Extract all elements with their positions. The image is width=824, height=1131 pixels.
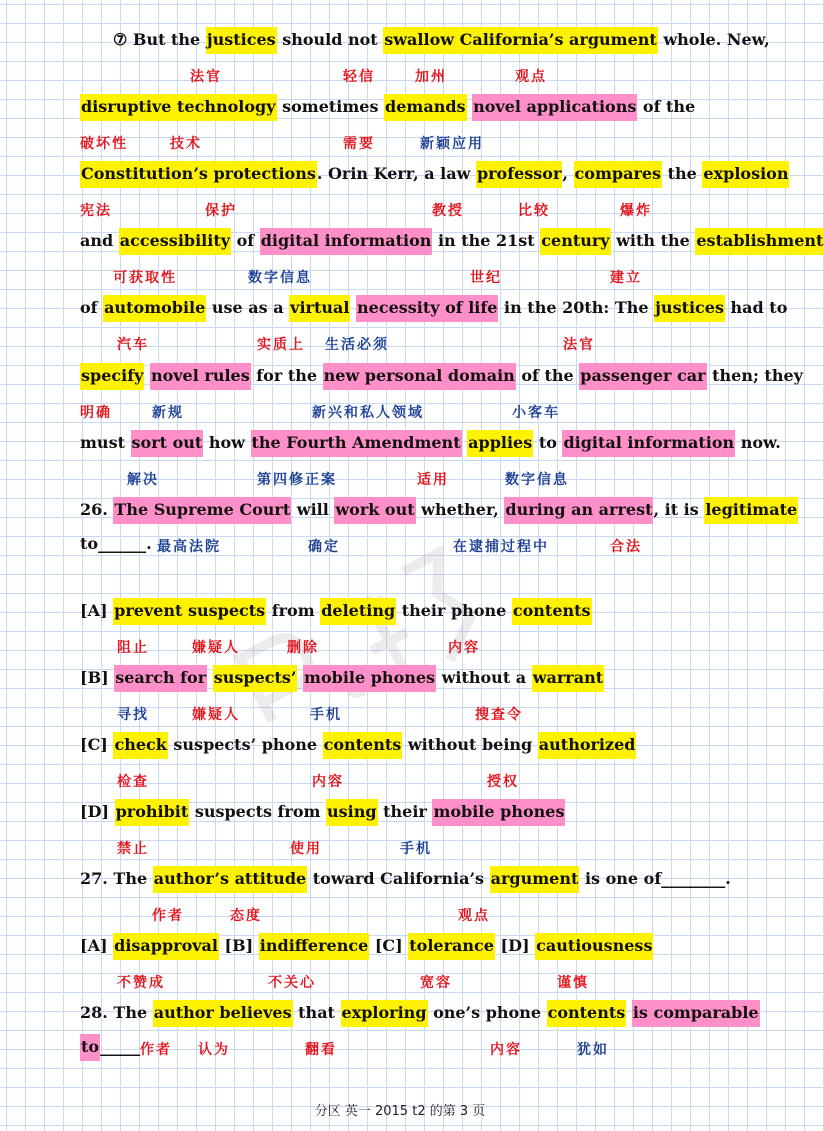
highlighted-phrase: contents — [323, 732, 403, 759]
text-run: that — [292, 1003, 341, 1022]
text-run: [B] — [80, 668, 115, 687]
highlighted-phrase: explosion — [702, 161, 789, 188]
highlighted-phrase: indifference — [259, 933, 369, 960]
annotation-note: 禁止 — [117, 841, 149, 857]
annotation-note: 作者 — [152, 908, 184, 924]
highlighted-phrase: tolerance — [408, 933, 495, 960]
annotation-note: 搜查令 — [475, 707, 523, 723]
text-run: of the — [637, 97, 696, 116]
text-run: [D] — [494, 936, 536, 955]
highlighted-phrase: mobile phones — [432, 799, 565, 826]
annotation-note: 作者 — [140, 1042, 172, 1058]
annotation-note: 破坏性 — [80, 136, 128, 152]
highlighted-phrase: Constitution’s protections — [80, 161, 317, 188]
highlighted-phrase: using — [326, 799, 378, 826]
annotation-note: 教授 — [432, 203, 464, 219]
text-run: whether, — [415, 500, 505, 519]
text-run: in the 21st — [432, 231, 541, 250]
highlighted-phrase: demands — [384, 94, 467, 121]
annotation-note: 实质上 — [257, 337, 305, 353]
annotation-note: 世纪 — [470, 270, 502, 286]
text-line — [80, 228, 824, 254]
highlighted-phrase: specify — [80, 363, 144, 390]
annotation-note: 明确 — [80, 405, 112, 421]
highlighted-phrase: disapproval — [113, 933, 219, 960]
highlighted-phrase: professor — [476, 161, 562, 188]
highlighted-phrase: warrant — [532, 665, 604, 692]
text-run: [C] — [369, 936, 409, 955]
text-run: [B] — [218, 936, 259, 955]
highlighted-phrase: prohibit — [115, 799, 190, 826]
annotation-note: 保护 — [205, 203, 237, 219]
text-line — [80, 933, 653, 959]
text-run: [D] — [80, 802, 115, 821]
highlighted-phrase: novel applications — [472, 94, 637, 121]
highlighted-phrase: work out — [334, 497, 415, 524]
text-run: [A] — [80, 601, 114, 620]
annotation-note: 法官 — [190, 69, 222, 85]
text-run: 26. — [80, 500, 114, 519]
text-line — [80, 161, 789, 187]
text-run: to______. — [80, 534, 152, 553]
highlighted-phrase: contents — [512, 598, 592, 625]
text-run: to — [533, 433, 563, 452]
highlighted-phrase: novel rules — [150, 363, 251, 390]
text-run: sometimes — [276, 97, 385, 116]
text-run: [A] — [80, 936, 114, 955]
highlighted-phrase: sort out — [131, 430, 204, 457]
text-run — [626, 1003, 632, 1022]
annotation-note: 内容 — [490, 1042, 522, 1058]
highlighted-phrase: cautiousness — [535, 933, 653, 960]
text-run: one’s phone — [427, 1003, 547, 1022]
annotation-note: 数字信息 — [248, 270, 312, 286]
text-line — [80, 497, 798, 523]
annotation-note: 在逮捕过程中 — [453, 539, 549, 555]
annotation-note: 解决 — [127, 472, 159, 488]
text-run: of — [231, 231, 260, 250]
annotation-note: 法官 — [563, 337, 595, 353]
highlighted-phrase: accessibility — [119, 228, 231, 255]
highlighted-phrase: mobile phones — [303, 665, 436, 692]
text-line — [80, 866, 731, 892]
highlighted-phrase: establishment — [695, 228, 824, 255]
annotation-note: 寻找 — [117, 707, 149, 723]
highlighted-phrase: deleting — [320, 598, 396, 625]
annotation-note: 可获取性 — [113, 270, 177, 286]
text-line — [80, 732, 636, 758]
text-line — [80, 799, 565, 825]
highlighted-phrase: virtual — [289, 295, 350, 322]
text-run: ⑦ But the — [113, 30, 206, 49]
text-run: _____ — [100, 1037, 141, 1056]
annotation-note: 犹如 — [577, 1042, 609, 1058]
annotation-note: 态度 — [230, 908, 262, 924]
highlighted-phrase: necessity of life — [356, 295, 498, 322]
annotation-note: 轻信 — [343, 69, 375, 85]
highlighted-phrase: passenger car — [579, 363, 706, 390]
annotation-note: 嫌疑人 — [192, 707, 240, 723]
text-run: their phone — [396, 601, 512, 620]
annotation-note: 删除 — [287, 640, 319, 656]
annotation-note: 适用 — [417, 472, 449, 488]
annotation-note: 不赞成 — [117, 975, 165, 991]
text-run: the — [662, 164, 703, 183]
highlighted-phrase: authorized — [538, 732, 637, 759]
text-run: use as a — [206, 298, 290, 317]
annotation-note: 汽车 — [117, 337, 149, 353]
text-run: whole. New, — [657, 30, 770, 49]
annotation-note: 技术 — [170, 136, 202, 152]
text-run: with the — [610, 231, 696, 250]
text-run: then; they — [706, 366, 803, 385]
text-line — [80, 531, 152, 557]
highlighted-phrase: The Supreme Court — [113, 497, 291, 524]
annotation-note: 检查 — [117, 774, 149, 790]
highlighted-phrase: disruptive technology — [80, 94, 277, 121]
highlighted-phrase: compares — [574, 161, 663, 188]
highlighted-phrase: new personal domain — [323, 363, 516, 390]
highlighted-phrase: exploring — [341, 1000, 428, 1027]
annotation-note: 小客车 — [512, 405, 560, 421]
highlighted-phrase: century — [540, 228, 610, 255]
annotation-note: 新颖应用 — [420, 136, 484, 152]
text-run: 27. The — [80, 869, 153, 888]
text-run: 28. The — [80, 1003, 153, 1022]
text-line — [113, 27, 770, 53]
text-run: [C] — [80, 735, 114, 754]
highlighted-phrase: automobile — [103, 295, 206, 322]
highlighted-phrase: digital information — [562, 430, 735, 457]
highlighted-phrase: author’s attitude — [153, 866, 307, 893]
text-run: in the 20th: The — [498, 298, 655, 317]
highlighted-phrase: digital information — [260, 228, 433, 255]
text-run: . Orin Kerr, a law — [316, 164, 476, 183]
annotation-note: 宽容 — [420, 975, 452, 991]
text-run: of the — [515, 366, 580, 385]
text-run: for the — [250, 366, 323, 385]
annotation-note: 爆炸 — [620, 203, 652, 219]
highlighted-phrase: the Fourth Amendment — [251, 430, 462, 457]
text-run: suspects’ phone — [167, 735, 323, 754]
annotation-note: 宪法 — [80, 203, 112, 219]
text-run: and — [80, 231, 119, 250]
highlighted-phrase: justices — [206, 27, 277, 54]
annotation-note: 第四修正案 — [257, 472, 337, 488]
text-run: , it is — [653, 500, 705, 519]
highlighted-phrase: justices — [654, 295, 725, 322]
annotation-note: 手机 — [310, 707, 342, 723]
logo-watermark — [215, 560, 515, 760]
annotation-note: 需要 — [343, 136, 375, 152]
text-run: should not — [276, 30, 384, 49]
annotation-note: 合法 — [610, 539, 642, 555]
text-run: must — [80, 433, 131, 452]
annotation-note: 嫌疑人 — [192, 640, 240, 656]
text-line — [80, 665, 604, 691]
text-run — [207, 668, 213, 687]
text-run: without being — [402, 735, 538, 754]
annotation-note: 数字信息 — [505, 472, 569, 488]
text-run: of — [80, 298, 104, 317]
annotation-note: 翻看 — [305, 1042, 337, 1058]
annotation-note: 观点 — [515, 69, 547, 85]
highlighted-phrase: prevent suspects — [113, 598, 266, 625]
annotation-note: 加州 — [415, 69, 447, 85]
annotation-note: 手机 — [400, 841, 432, 857]
text-run: is one of________. — [579, 869, 731, 888]
text-line — [80, 430, 781, 456]
text-line — [80, 1000, 760, 1026]
highlighted-phrase: during an arrest — [504, 497, 653, 524]
highlighted-phrase: swallow California’s argument — [383, 27, 658, 54]
highlighted-phrase: search for — [114, 665, 207, 692]
annotation-note: 内容 — [312, 774, 344, 790]
annotation-note: 使用 — [290, 841, 322, 857]
highlighted-phrase: suspects’ — [213, 665, 298, 692]
highlighted-phrase: author believes — [153, 1000, 293, 1027]
annotation-note: 新规 — [152, 405, 184, 421]
annotation-note: 确定 — [308, 539, 340, 555]
annotation-note: 授权 — [487, 774, 519, 790]
text-line — [80, 94, 695, 120]
annotation-note: 谨慎 — [557, 975, 589, 991]
highlighted-phrase: applies — [467, 430, 533, 457]
text-line — [80, 1034, 140, 1060]
annotation-note: 观点 — [458, 908, 490, 924]
text-run: now. — [735, 433, 781, 452]
annotation-note: 生活必须 — [325, 337, 389, 353]
highlighted-phrase: argument — [490, 866, 580, 893]
annotation-note: 新兴和私人领域 — [312, 405, 424, 421]
text-run: without a — [436, 668, 532, 687]
annotation-note: 内容 — [448, 640, 480, 656]
highlighted-phrase: is comparable — [632, 1000, 760, 1027]
text-run: toward California’s — [307, 869, 490, 888]
annotation-note: 不关心 — [268, 975, 316, 991]
page-footer: 分区 英一 2015 t2 的第 3 页 — [314, 1104, 486, 1119]
text-line — [80, 363, 803, 389]
text-run: will — [291, 500, 335, 519]
text-run: , — [562, 164, 574, 183]
annotation-note: 最高法院 — [157, 539, 221, 555]
highlighted-phrase: to — [80, 1034, 100, 1061]
highlighted-phrase: legitimate — [704, 497, 798, 524]
text-run: had to — [724, 298, 788, 317]
text-line — [80, 295, 787, 321]
highlighted-phrase: check — [113, 732, 167, 759]
annotation-note: 认为 — [198, 1042, 230, 1058]
annotation-note: 阻止 — [117, 640, 149, 656]
text-run: their — [377, 802, 433, 821]
text-run: how — [203, 433, 251, 452]
text-run: suspects from — [189, 802, 327, 821]
text-run: from — [266, 601, 321, 620]
annotation-note: 比较 — [518, 203, 550, 219]
highlighted-phrase: contents — [547, 1000, 627, 1027]
annotation-note: 建立 — [610, 270, 642, 286]
text-line — [80, 598, 592, 624]
